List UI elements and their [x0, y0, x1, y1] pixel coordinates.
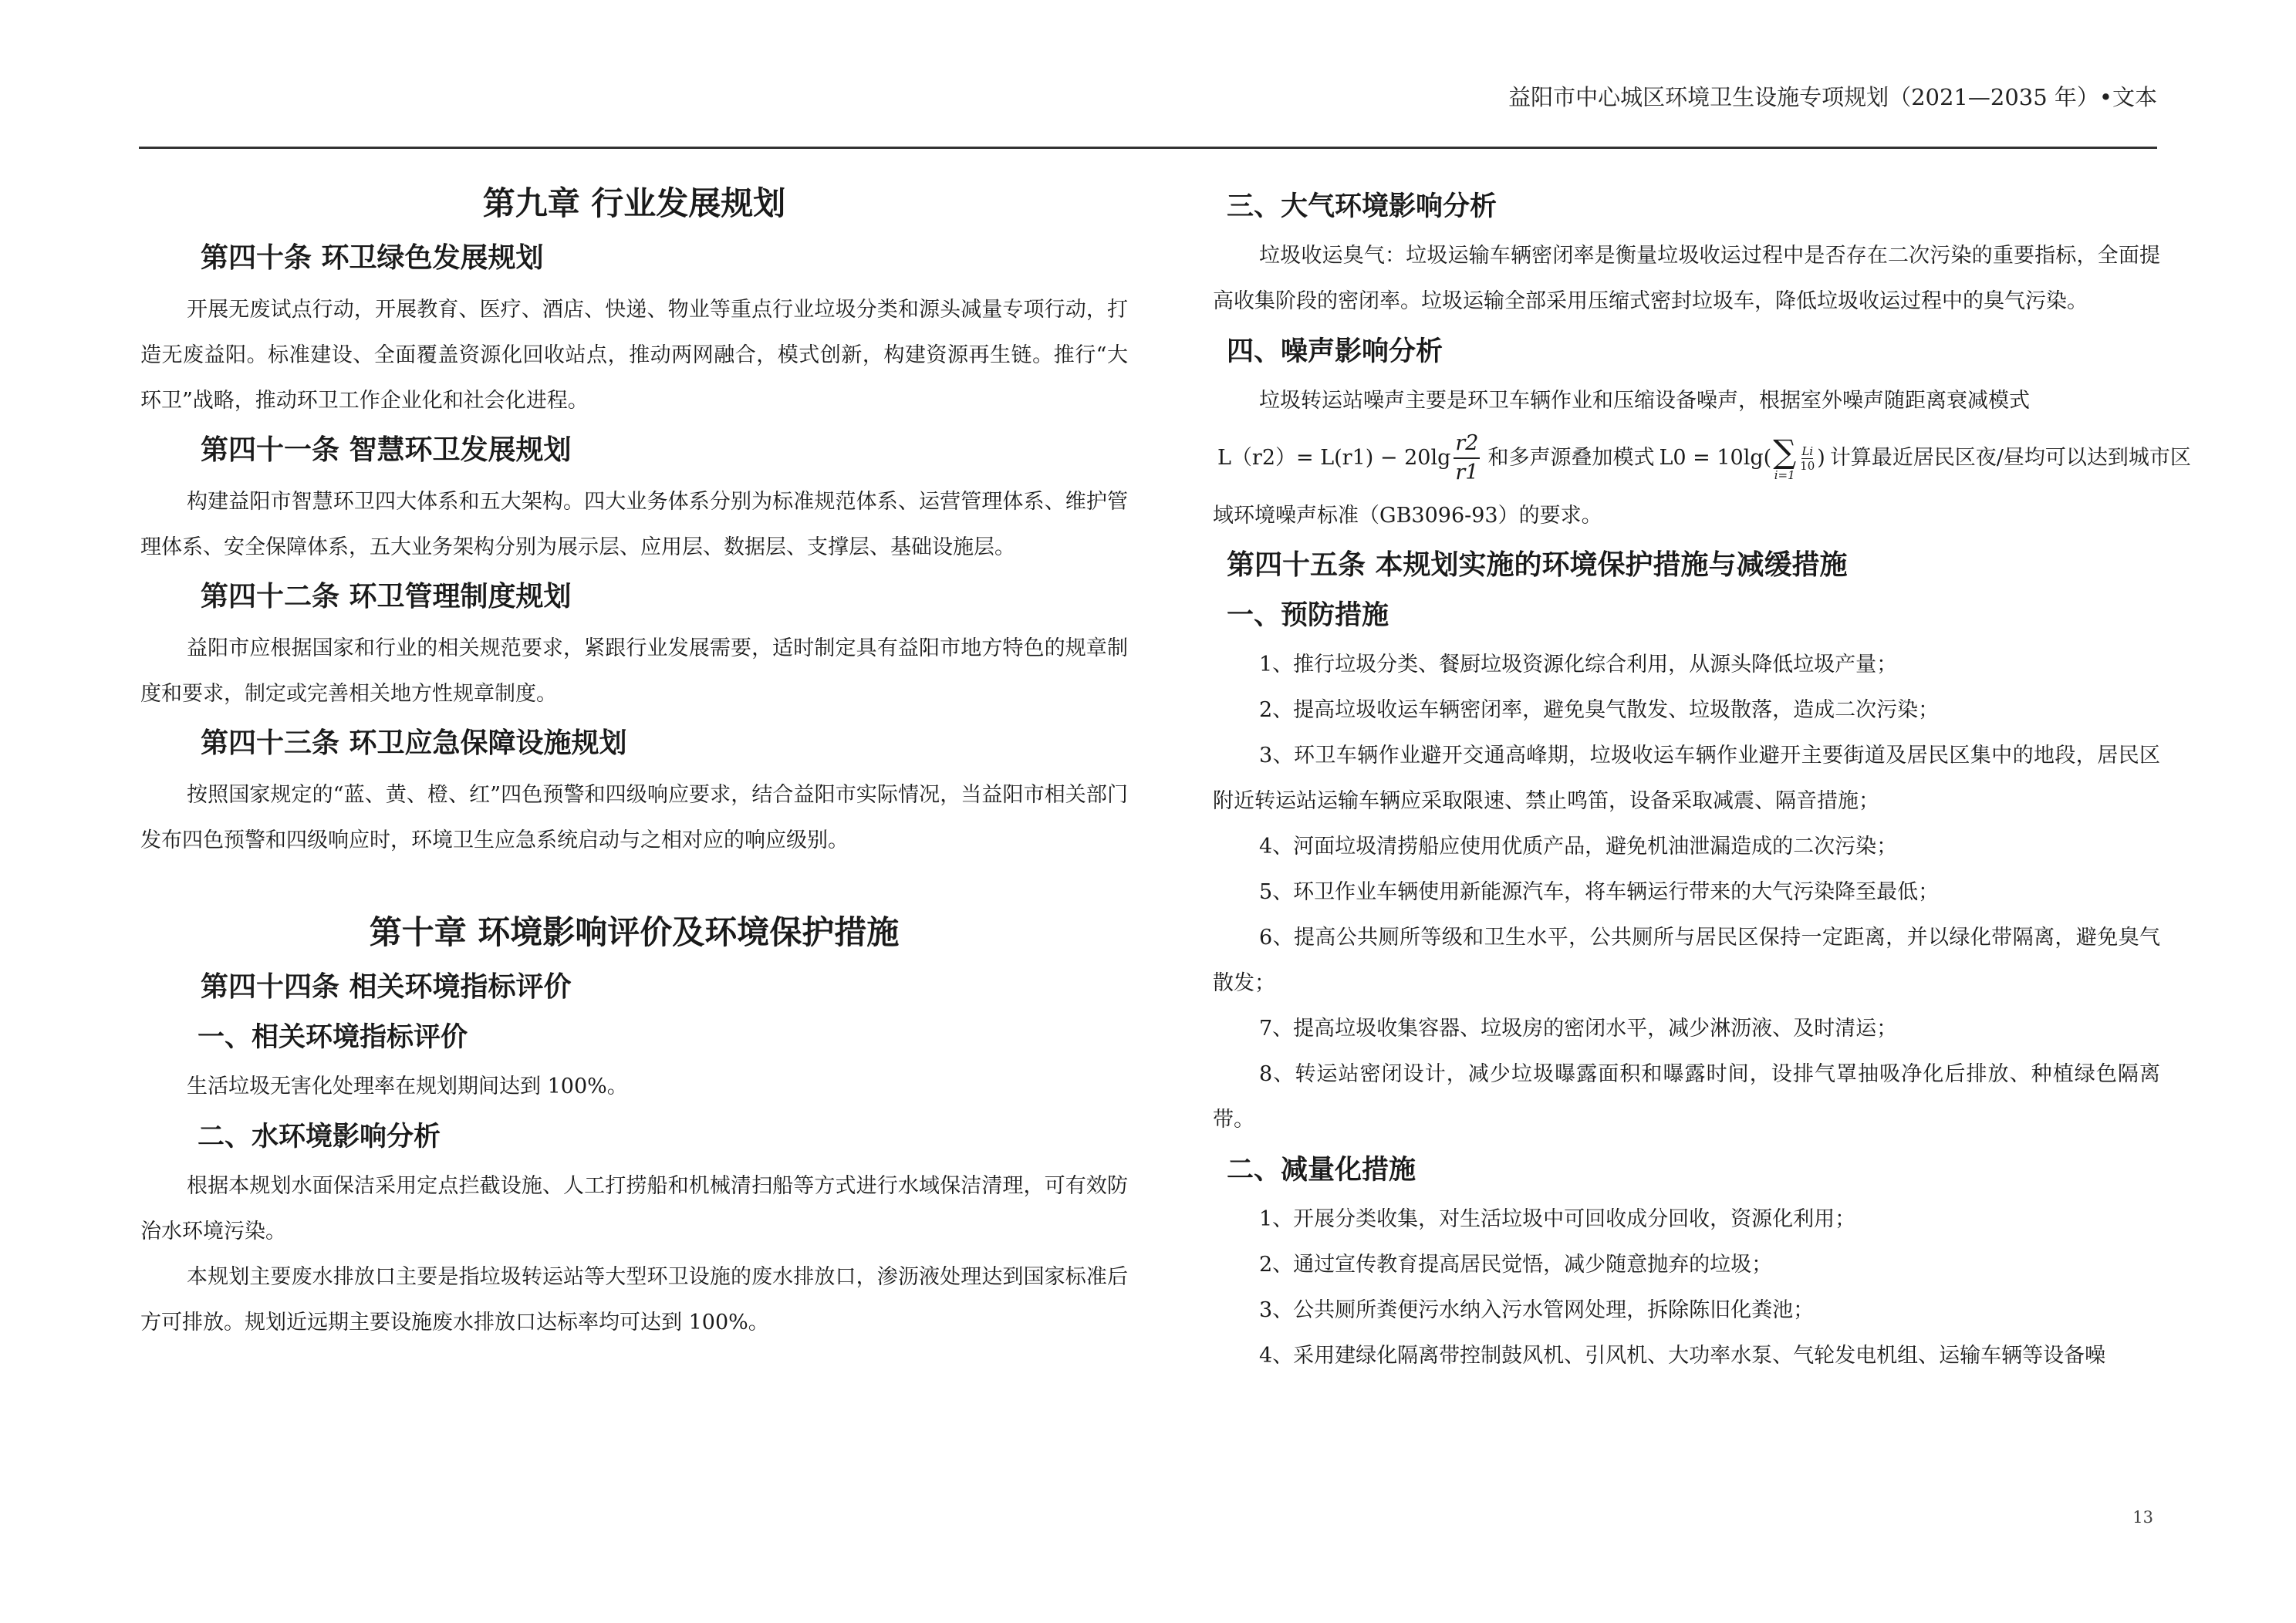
- noise-formula-line: [1213, 423, 2191, 493]
- header-divider: [139, 147, 2157, 149]
- exponent-numerator: Li: [1801, 444, 1814, 458]
- exponent-fraction: [1800, 444, 1815, 473]
- article-42-title: 第四十二条 环卫管理制度规划: [201, 581, 572, 612]
- sigma-subscript: i=1: [1774, 468, 1795, 482]
- section-water-paragraph-2: 本规划主要废水排放口主要是指垃圾转运站等大型环卫设施的废水排放口，渗沥液处理达到国家标准后方可排放。规划近远期主要设施废水排放口达标率均可达到 100%。: [140, 1265, 1128, 1335]
- prevention-item-3: 3、环卫车辆作业避开交通高峰期，垃圾收运车辆作业避开主要街道及居民区集中的地段，居民区附近转运站运输车辆应采取限速、禁止鸣笛，设备采取减震、隔音措施；: [1213, 744, 2160, 813]
- right-column: [1213, 179, 2191, 1378]
- article-43-title: 第四十三条 环卫应急保障设施规划: [201, 727, 627, 759]
- section-noise-paragraph-2: 域环境噪声标准（GB3096-93）的要求。: [1213, 504, 1602, 528]
- chapter-10-title: 第十章 环境影响评价及环境保护措施: [369, 913, 900, 951]
- section-noise-title: 四、噪声影响分析: [1227, 336, 1443, 367]
- exponent-denominator: 10: [1800, 458, 1815, 473]
- left-column: [140, 179, 1128, 1345]
- article-42-paragraph: 益阳市应根据国家和行业的相关规范要求，紧跟行业发展需要，适时制定具有益阳市地方特色的规章制度和要求，制定或完善相关地方性规章制度。: [140, 636, 1128, 706]
- section-env-indicators-title: 一、相关环境指标评价: [198, 1022, 468, 1053]
- article-45-title: 第四十五条 本规划实施的环境保护措施与减缓措施: [1227, 549, 1848, 581]
- prevention-item-1: 1、推行垃圾分类、餐厨垃圾资源化综合利用，从源头降低垃圾产量；: [1259, 653, 1898, 677]
- section-air-paragraph: 垃圾收运臭气：垃圾运输车辆密闭率是衡量垃圾收运过程中是否存在二次污染的重要指标，全面提高收集阶段的密闭率。垃圾运输全部采用压缩式密封垃圾车，降低垃圾收运过程中的臭气污染。: [1213, 244, 2160, 313]
- article-41-title: 第四十一条 智慧环卫发展规划: [201, 434, 572, 466]
- article-40-title: 第四十条 环卫绿色发展规划: [201, 242, 544, 274]
- prevention-title: 一、预防措施: [1227, 600, 1389, 631]
- section-env-indicators-paragraph: 生活垃圾无害化处理率在规划期间达到 100%。: [187, 1075, 628, 1098]
- distance-attenuation-formula: [1217, 423, 1483, 493]
- formula2-lhs: L0 = 10lg(: [1659, 446, 1772, 470]
- article-41-paragraph: 构建益阳市智慧环卫四大体系和五大架构。四大业务体系分别为标准规范体系、运营管理体系、维护管理体系、安全保障体系，五大业务架构分别为展示层、应用层、数据层、支撑层、基础设施层。: [140, 490, 1128, 559]
- section-air-title: 三、大气环境影响分析: [1227, 191, 1497, 222]
- prevention-item-7: 7、提高垃圾收集容器、垃圾房的密闭水平，减少淋沥液、及时清运；: [1259, 1017, 1898, 1041]
- page-header-title: 益阳市中心城区环境卫生设施专项规划（2021—2035 年）•文本: [1508, 84, 2157, 110]
- section-noise-paragraph-1: 垃圾转运站噪声主要是环卫车辆作业和压缩设备噪声，根据室外噪声随距离衰减模式: [1259, 389, 2030, 413]
- prevention-item-8: 8、转运站密闭设计，减少垃圾曝露面积和曝露时间，设排气罩抽吸净化后排放、种植绿色隔离带。: [1213, 1062, 2160, 1132]
- fraction-denominator: r1: [1455, 461, 1479, 484]
- formula-fraction: [1454, 430, 1480, 487]
- reduction-item-4: 4、采用建绿化隔离带控制鼓风机、引风机、大功率水泵、气轮发电机组、运输车辆等设备噪: [1259, 1344, 2106, 1368]
- article-43-paragraph: 按照国家规定的“蓝、黄、橙、红”四色预警和四级响应要求，结合益阳市实际情况，当益阳市相关部门发布四色预警和四级响应时，环境卫生应急系统启动与之相对应的响应级别。: [140, 783, 1128, 852]
- prevention-item-5: 5、环卫作业车辆使用新能源汽车，将车辆运行带来的大气污染降至最低；: [1259, 880, 1940, 904]
- section-water-paragraph-1: 根据本规划水面保洁采用定点拦截设施、人工打捞船和机械清扫船等方式进行水域保洁清理，可有效防治水环境污染。: [140, 1174, 1128, 1243]
- formula-lhs: L（r2）= L(r1) − 20lg: [1217, 446, 1451, 470]
- multi-source-formula: [1659, 423, 1825, 493]
- reduction-item-1: 1、开展分类收集，对生活垃圾中可回收成分回收，资源化利用；: [1259, 1207, 1856, 1231]
- reduction-item-2: 2、通过宣传教育提高居民觉悟，减少随意抛弃的垃圾；: [1259, 1253, 1773, 1277]
- article-40-paragraph: 开展无废试点行动，开展教育、医疗、酒店、快递、物业等重点行业垃圾分类和源头减量专项行动，打造无废益阳。标准建设、全面覆盖资源化回收站点，推动两网融合，模式创新，构建资源再生链。推行“大环卫”战略，推动环卫工作企业化和社会化进程。: [140, 298, 1128, 413]
- chapter-9-title: 第九章 行业发展规划: [482, 184, 786, 222]
- article-44-title: 第四十四条 相关环境指标评价: [201, 971, 572, 1003]
- formula-mid-text: 和多声源叠加模式: [1487, 446, 1655, 470]
- prevention-item-4: 4、河面垃圾清捞船应使用优质产品，避免机油泄漏造成的二次污染；: [1259, 835, 1898, 859]
- sigma-symbol: ∑ i=1: [1773, 433, 1797, 482]
- reduction-item-3: 3、公共厕所粪便污水纳入污水管网处理，拆除陈旧化粪池；: [1259, 1298, 1815, 1322]
- prevention-item-2: 2、提高垃圾收运车辆密闭率，避免臭气散发、垃圾散落，造成二次污染；: [1259, 698, 1940, 722]
- section-water-title: 二、水环境影响分析: [198, 1122, 441, 1152]
- formula2-close: ): [1817, 446, 1825, 470]
- page-number: 13: [2132, 1508, 2153, 1527]
- fraction-numerator: r2: [1454, 430, 1480, 459]
- formula-tail-text: 计算最近居民区夜/昼均可以达到城市区: [1829, 446, 2191, 470]
- prevention-item-6: 6、提高公共厕所等级和卫生水平，公共厕所与居民区保持一定距离，并以绿化带隔离，避免臭气散发；: [1213, 926, 2160, 995]
- reduction-title: 二、减量化措施: [1227, 1155, 1416, 1186]
